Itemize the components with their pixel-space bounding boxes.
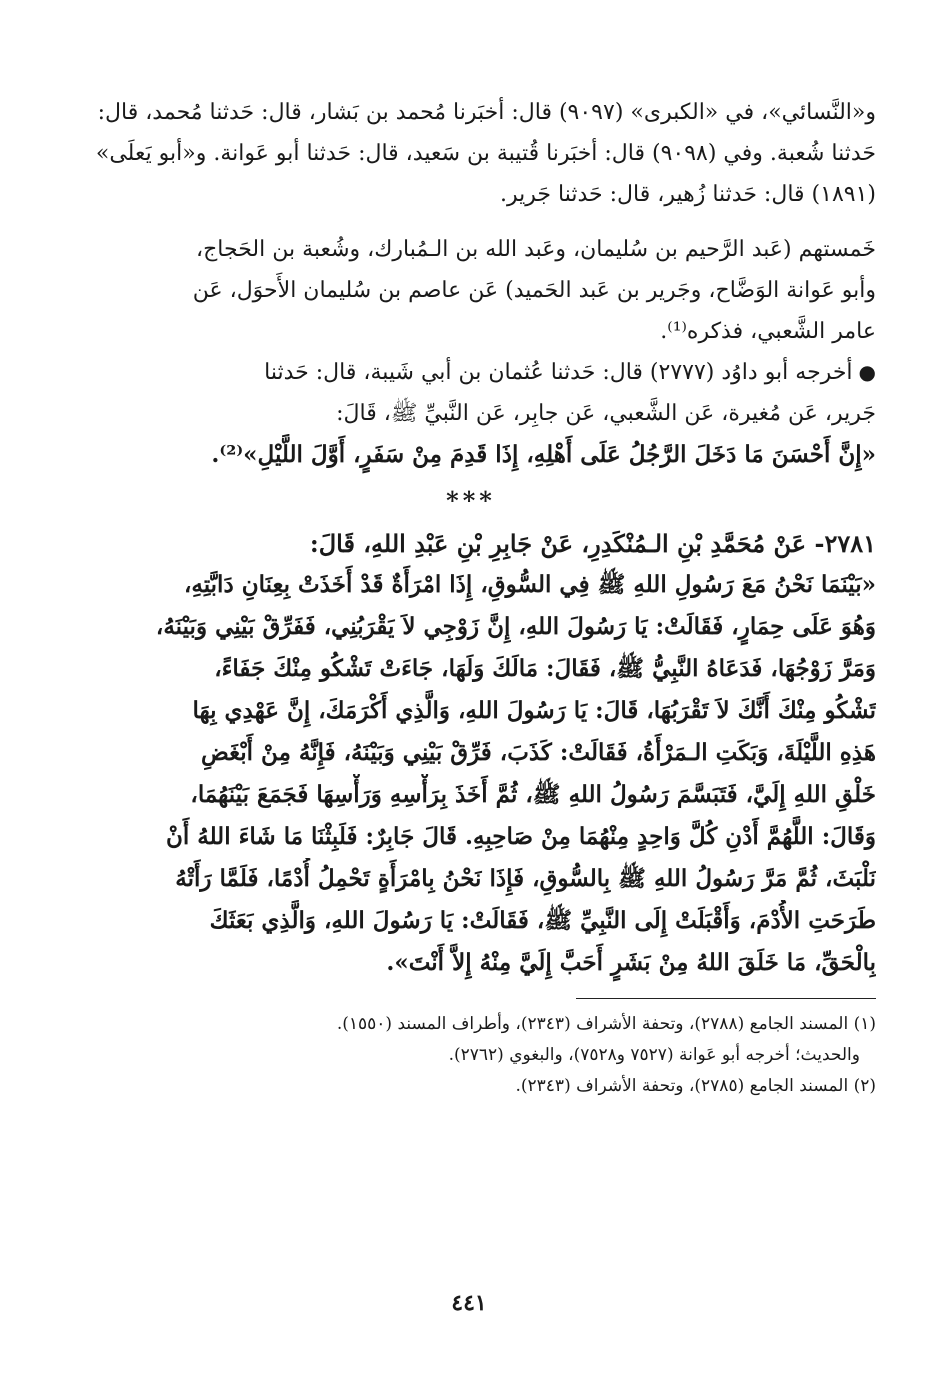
text-line: نَلْبَثَ، ثُمَّ مَرَّ رَسُولُ اللهِ ﷺ بِالسُّوقِ، فَإِذَا نَحْنُ بِامْرَأَةٍ تَحْمِلُ أُدْمًا، فَلَمَّا رَأَتْهُ bbox=[175, 865, 876, 892]
khamsa-paragraph bbox=[66, 229, 876, 352]
hadith-quote: «إِنَّ أَحْسَنَ مَا دَخَلَ الرَّجُلُ عَلَى أَهْلِهِ، إِذَا قَدِمَ مِنْ سَفَرٍ، أَوَّلَ اللَّيْلِ»⁽²⁾. bbox=[211, 441, 876, 468]
text-line: «بَيْنَمَا نَحْنُ مَعَ رَسُولِ اللهِ ﷺ فِي السُّوقِ، إِذَا امْرَأَةٌ قَدْ أَخَذَتْ بِعِنَانِ دَابَّتِهِ، bbox=[183, 571, 876, 598]
bullet-text: أخرجه أبو داوُد (٢٧٧٧) قال: حَدثنا عُثمان بن أبي شَيبة، قال: حَدثنا bbox=[264, 360, 853, 385]
text-line: خَمستهم (عَبد الرَّحيم بن سُليمان، وعَبد الله بن الـمُبارك، وشُعبة بن الحَجاج، bbox=[195, 237, 876, 262]
text-line: تَشْكُو مِنْكَ أَنَّكَ لاَ تَقْرَبُهَا، قَالَ: يَا رَسُولَ اللهِ، وَالَّذِي أَكْرَمَكَ، إِنَّ عَهْدِي بِهَا bbox=[192, 697, 876, 724]
text-line: طَرَحَتِ الأُدْمَ، وَأَقْبَلَتْ إِلَى النَّبِيِّ ﷺ، فَقَالَتْ: يَا رَسُولَ اللهِ، وَالَّذِي بَعَثَكَ bbox=[209, 907, 876, 934]
text-line: (١٨٩١) قال: حَدثنا زُهير، قال: حَدثنا جَرير. bbox=[500, 182, 876, 207]
hadith-heading: ٢٧٨١- عَنْ مُحَمَّدِ بْنِ الـمُنْكَدِرِ، عَنْ جَابِرِ بْنِ عَبْدِ اللهِ، قَالَ: bbox=[309, 529, 876, 558]
footnote-1: (١) المسند الجامع (٢٧٨٨)، وتحفة الأشراف (٢٣٤٣)، وأطراف المسند (١٥٥٠). bbox=[336, 1014, 876, 1034]
text-line: وَهُوَ عَلَى حِمَارٍ، فَقَالَتْ: يَا رَسُولَ اللهِ، إِنَّ زَوْجِي لاَ يَقْرَبُنِي، فَفَرِّقْ بَيْنِي وَبَيْنَهُ، bbox=[155, 613, 876, 640]
footnote-1-continued: والحديث؛ أخرجه أبو عَوانة (٧٥٢٧ و٧٥٢٨)، والبغوي (٢٧٦٢). bbox=[448, 1045, 860, 1065]
bullet-icon: ● bbox=[858, 360, 876, 384]
text-line: هَذِهِ اللَّيْلَةَ، وَبَكَتِ الـمَرْأَةُ، فَقَالَتْ: كَذَبَ، فَرِّقْ بَيْنِي وَبَيْنَهُ، فَإِنَّهُ مِنْ أَبْغَضِ bbox=[200, 739, 876, 766]
intro-paragraph bbox=[66, 92, 876, 215]
footnote-divider bbox=[576, 998, 876, 999]
section-separator: *** bbox=[446, 486, 496, 515]
hadith-text bbox=[66, 564, 876, 984]
text-line: بِالْحَقِّ، مَا خَلَقَ اللهُ مِنْ بَشَرٍ أَحَبَّ إِلَيَّ مِنْهُ إِلاَّ أَنْتَ». bbox=[386, 949, 876, 976]
text-line: خَلْقِ اللهِ إِلَيَّ، فَتَبَسَّمَ رَسُولُ اللهِ ﷺ، ثُمَّ أَخَذَ بِرَأْسِهِ وَرَأْسِهَا فَجَمَعَ بَيْنَهُمَا، bbox=[190, 781, 876, 808]
text-line: وأبو عَوانة الوَضَّاح، وجَرير بن عَبد الحَميد) عَن عاصم بن سُليمان الأَحوَل، عَن bbox=[192, 278, 876, 303]
text-line: عامر الشَّعبي، فذكره⁽¹⁾. bbox=[660, 319, 876, 344]
text-line: و«النَّسائي»، في «الكبرى» (٩٠٩٧) قال: أخبَرنا مُحمد بن بَشار، قال: حَدثنا مُحمد، قال: bbox=[97, 100, 876, 125]
bullet-paragraph bbox=[66, 352, 876, 475]
text-line: جَرير، عَن مُغيرة، عَن الشَّعبي، عَن جابِر، عَن النَّبيِّ ﷺ، قَالَ: bbox=[336, 401, 876, 426]
text-line bbox=[66, 352, 876, 393]
page-number: ٤٤١ bbox=[451, 1290, 487, 1316]
footnotes bbox=[66, 1009, 876, 1102]
text-line: حَدثنا شُعبة. وفي (٩٠٩٨) قال: أخبَرنا قُتيبة بن سَعيد، قال: حَدثنا أبو عَوانة. و«أبو يَعلَى» bbox=[95, 141, 876, 166]
footnote-2: (٢) المسند الجامع (٢٧٨٥)، وتحفة الأشراف (٢٣٤٣). bbox=[515, 1076, 876, 1096]
page-body bbox=[66, 92, 876, 1332]
text-line: وَقَالَ: اللَّهُمَّ أَدْنِ كُلَّ وَاحِدٍ مِنْهُمَا مِنْ صَاحِبِهِ. قَالَ جَابِرٌ: فَلَبِثْنَا مَا شَاءَ اللهُ أَنْ bbox=[165, 823, 876, 850]
text-line: وَمَرَّ زَوْجُهَا، فَدَعَاهُ النَّبِيُّ ﷺ، فَقَالَ: مَالَكَ وَلَهَا، جَاءَتْ تَشْكُو مِنْكَ جَفَاءً، bbox=[214, 655, 876, 682]
